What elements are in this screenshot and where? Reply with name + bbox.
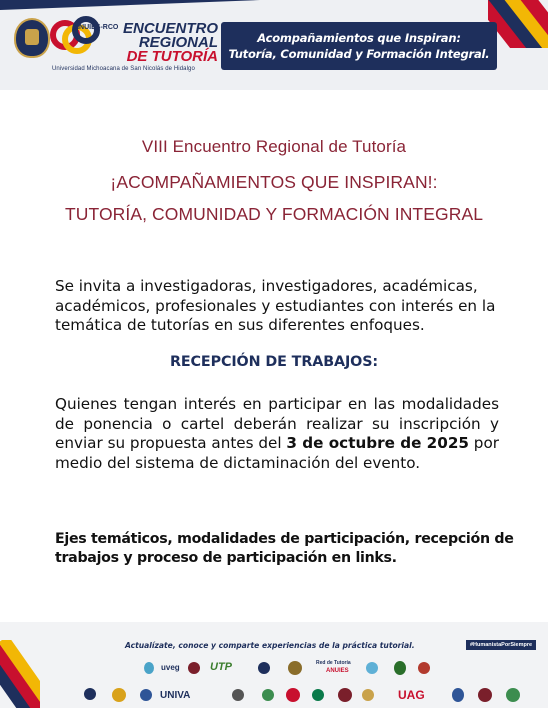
logo-top-text: ANUIES-RCO [74, 24, 119, 31]
partner-logo-icon [144, 662, 154, 674]
logo-title [118, 22, 218, 64]
header-right-stripes [488, 0, 548, 48]
partner-logo-icon [362, 689, 374, 701]
event-subtitle-line2: TUTORÍA, COMUNIDAD Y FORMACIÓN INTEGRAL [64, 204, 484, 224]
event-subtitle-line1: ¡ACOMPAÑAMIENTOS QUE INSPIRAN!: [110, 172, 438, 192]
invitation-paragraph: Se invita a investigadoras, investigadores, académicas, académicos, profesionales y estudiantes con interés en la temática de tutorías en sus diferentes enfoques. [55, 277, 496, 334]
partner-logo-icon [418, 662, 430, 674]
partner-logo-icon [84, 688, 96, 700]
partner-logo-uveg: uveg [161, 663, 180, 672]
header-banner [221, 22, 497, 70]
partner-logo-icon [286, 688, 300, 702]
partner-logo-univa: UNIVA [160, 690, 191, 701]
partner-logo-icon [188, 662, 200, 674]
partner-logo-anuies: ANUIES [326, 668, 349, 674]
event-title: VIII Encuentro Regional de Tutoría [141, 137, 407, 156]
partner-logo-icon [258, 662, 270, 674]
partner-logo-uag: UAG [398, 688, 425, 702]
reception-text-before: Quienes tengan interés en participar en las modalidades de ponencia o cartel deberán realizar su inscripción y enviar su propuesta antes del [55, 395, 499, 452]
footer-band [0, 622, 548, 708]
ejes-tematicos-text: Ejes temáticos, modalidades de participación, recepción de trabajos y proceso de participación en links. [55, 531, 514, 566]
partner-logo-red-tutoria: Red de Tutoría [316, 660, 351, 666]
partner-logo-icon [338, 688, 352, 702]
header-left-stripe [0, 0, 260, 10]
logo-title-line2: REGIONAL [138, 34, 218, 51]
logo-university-text: Universidad Michoacana de San Nicolás de Hidalgo [52, 66, 195, 72]
partner-logo-icon [394, 661, 406, 675]
partner-logo-icon [232, 689, 244, 701]
partner-logo-utp: UTP [210, 661, 232, 673]
partner-logo-icon [262, 689, 274, 701]
reception-heading: RECEPCIÓN DE TRABAJOS: [169, 354, 379, 370]
logo-title-line1: ENCUENTRO [122, 20, 218, 37]
partner-logo-icon [478, 688, 492, 702]
university-crest-icon [14, 18, 50, 58]
hashtag-badge: #HumanistaPorSiempre [466, 640, 536, 650]
footer-tagline: Actualízate, conoce y comparte experiencias de la práctica tutorial. [125, 641, 415, 650]
partner-logo-icon [112, 688, 126, 702]
reception-paragraph [55, 395, 499, 473]
partner-logo-icon [506, 688, 520, 702]
partner-logo-icon [366, 662, 378, 674]
banner-line1: Acompañamientos que Inspiran: [257, 31, 461, 45]
banner-line2: Tutoría, Comunidad y Formación Integral. [228, 47, 490, 61]
partner-logo-icon [312, 689, 324, 701]
encuentro-logo-icon [50, 14, 102, 60]
logo-title-line3: DE TUTORÍA [126, 48, 218, 65]
reception-text-after: por medio del sistema de dictaminación del evento. [55, 434, 499, 472]
partner-logo-icon [288, 661, 302, 675]
reception-deadline-date: 3 de octubre de 2025 [286, 434, 469, 452]
footer-left-stripes [0, 640, 40, 708]
partner-logo-icon [452, 688, 464, 702]
partner-logo-icon [140, 689, 152, 701]
